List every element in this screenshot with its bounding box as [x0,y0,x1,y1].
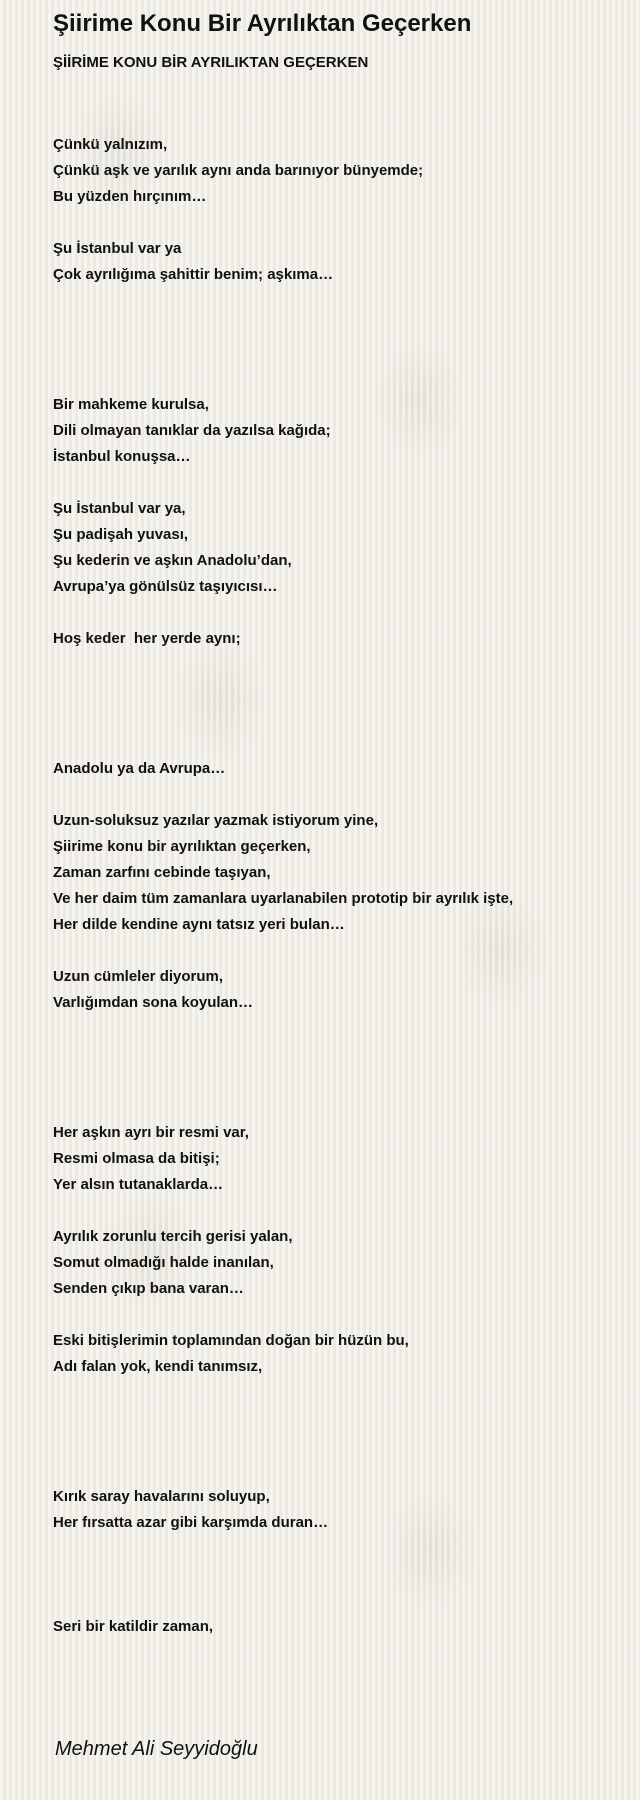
stanza [53,496,623,600]
poem-line: Kırık saray havalarını soluyup, [53,1488,270,1505]
poem-line: Şu kederin ve aşkın Anadolu’dan, [53,552,292,569]
poem-line: Zaman zarfını cebinde taşıyan, [53,864,271,881]
poem-line: İstanbul konuşsa… [53,448,191,465]
poem-line: Ayrılık zorunlu tercih gerisi yalan, [53,1228,293,1245]
stanza [53,1484,623,1536]
poem-line: Dili olmayan tanıklar da yazılsa kağıda; [53,422,331,439]
author-signature[interactable]: Mehmet Ali Seyyidoğlu [55,1738,258,1760]
poem-line: Şiirime konu bir ayrılıktan geçerken, [53,838,311,855]
poem-line: Eski bitişlerimin toplamından doğan bir hüzün bu, [53,1332,409,1349]
stanza [53,132,623,210]
poem-line: Bir mahkeme kurulsa, [53,396,209,413]
poem-line: Uzun-soluksuz yazılar yazmak istiyorum yine, [53,812,379,829]
stanza [53,964,623,1016]
poem-line: Senden çıkıp bana varan… [53,1280,244,1297]
poem-line: Çünkü yalnızım, [53,136,168,153]
poem-line: Çünkü aşk ve yarılık aynı anda barınıyor bünyemde; [53,162,424,179]
poem-line: Resmi olmasa da bitişi; [53,1150,220,1167]
poem-line: Seri bir katildir zaman, [53,1618,214,1635]
poem-line: Her fırsatta azar gibi karşımda duran… [53,1514,329,1531]
stanza [53,1120,623,1198]
poem-body [53,132,623,1640]
poem-line: Avrupa’ya gönülsüz taşıyıcısı… [53,578,278,595]
stanza [53,1614,623,1640]
stanza [53,392,623,470]
stanza [53,756,623,782]
poem-line: Çok ayrılığıma şahittir benim; aşkıma… [53,266,334,283]
stanza [53,1224,623,1302]
poem-line: Anadolu ya da Avrupa… [53,760,226,777]
poem-line: Hoş keder her yerde aynı; [53,630,241,647]
poem-line: Varlığımdan sona koyulan… [53,994,254,1011]
stanza [53,626,623,652]
poem-line: Şu İstanbul var ya, [53,500,186,517]
poem-line: Her aşkın ayrı bir resmi var, [53,1124,249,1141]
poem-line: Şu İstanbul var ya [53,240,182,257]
stanza [53,808,623,938]
page-subtitle: ŞİİRİME KONU BİR AYRILIKTAN GEÇERKEN [53,54,369,71]
stanza [53,236,623,288]
poem-line: Yer alsın tutanaklarda… [53,1176,224,1193]
poem-line: Ve her daim tüm zamanlara uyarlanabilen prototip bir ayrılık işte, [53,890,514,907]
poem-line: Somut olmadığı halde inanılan, [53,1254,274,1271]
page-title: Şiirime Konu Bir Ayrılıktan Geçerken [53,10,472,37]
poem-line: Şu padişah yuvası, [53,526,189,543]
stanza [53,1328,623,1380]
poem-line: Uzun cümleler diyorum, [53,968,224,985]
poem-line: Bu yüzden hırçınım… [53,188,207,205]
poem-line: Her dilde kendine aynı tatsız yeri bulan… [53,916,345,933]
poem-line: Adı falan yok, kendi tanımsız, [53,1358,263,1375]
